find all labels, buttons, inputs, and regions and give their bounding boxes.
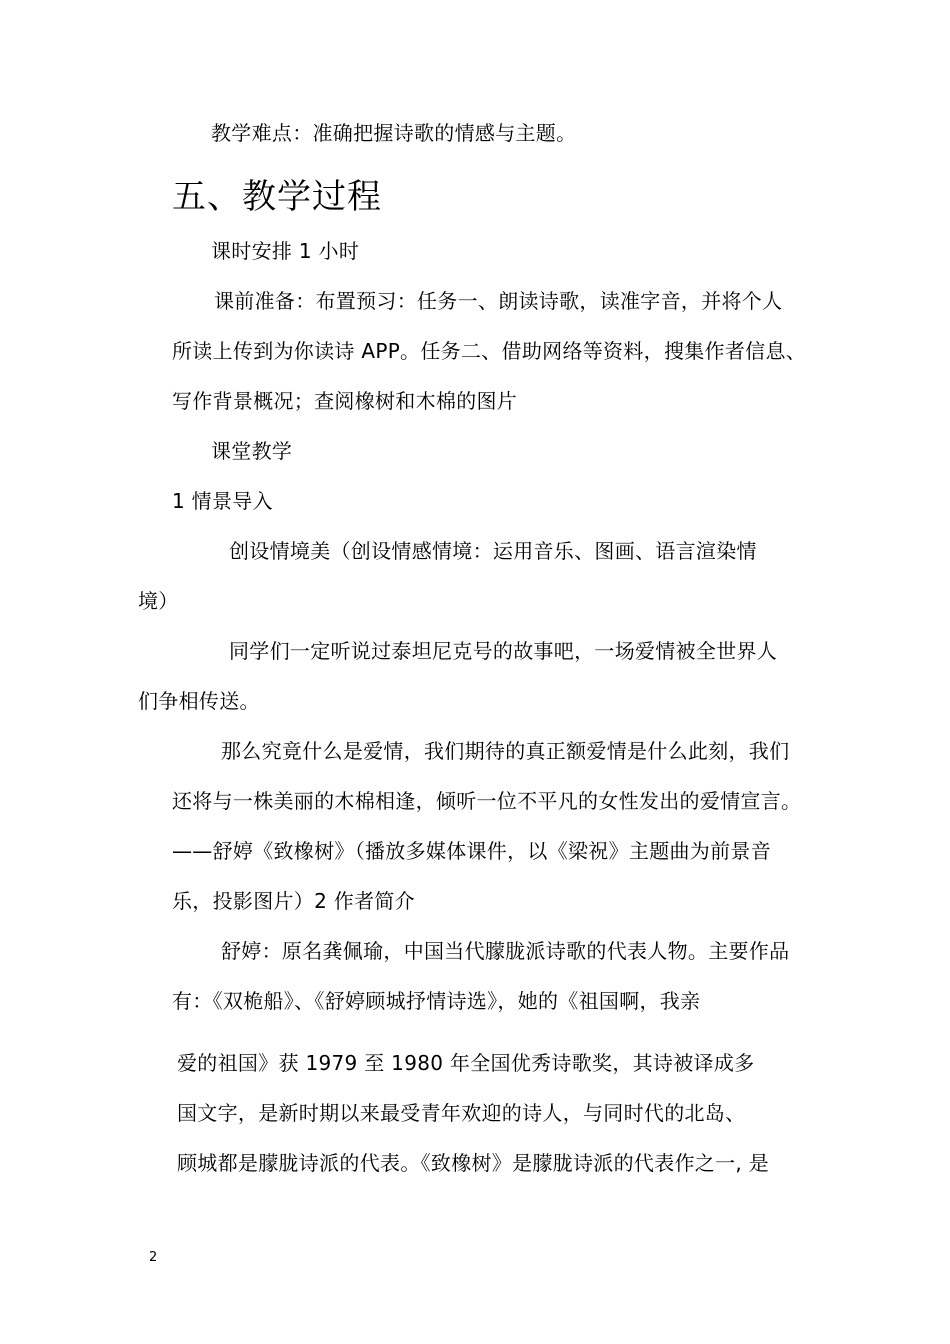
text-line-love-cont-2: ——舒婷《致橡树》（播放多媒体课件，以《梁祝》主题曲为前景音: [172, 839, 771, 863]
text-line-titanic: 同学们一定听说过泰坦尼克号的故事吧，一场爱情被全世界人: [229, 639, 778, 663]
text-line-preparation: 课前准备：布置预习：任务一、朗读诗歌，读准字音，并将个人: [214, 289, 783, 313]
text-line-love-cont-3: 乐，投影图片）2 作者简介: [172, 889, 415, 913]
text-line-difficulty: 教学难点：准确把握诗歌的情感与主题。: [211, 121, 577, 145]
page-number: 2: [149, 1250, 158, 1265]
text-line-author-cont-1: 有：《双桅船》、《舒婷顾城抒情诗选》，她的《祖国啊，我亲: [172, 989, 701, 1013]
text-line-author: 舒婷：原名龚佩瑜，中国当代朦胧派诗歌的代表人物。主要作品: [221, 939, 790, 963]
text-line-create-scene: 创设情境美（创设情感情境：运用音乐、图画、语言渲染情: [229, 539, 757, 563]
text-line-schedule: 课时安排 1 小时: [211, 239, 360, 263]
text-line-create-scene-cont: 境）: [138, 589, 179, 613]
text-line-author-cont-3: 国文字，是新时期以来最受青年欢迎的诗人，与同时代的北岛、: [177, 1101, 746, 1125]
text-line-love: 那么究竟什么是爱情，我们期待的真正额爱情是什么此刻，我们: [221, 739, 790, 763]
text-line-scene-intro: 1 情景导入: [172, 489, 273, 513]
text-line-preparation-cont-2: 写作背景概况；查阅橡树和木棉的图片: [172, 389, 518, 413]
section-heading-teaching-process: 五、教学过程: [172, 177, 382, 217]
text-line-author-cont-4: 顾城都是朦胧诗派的代表。《致橡树》是朦胧诗派的代表作之一, 是: [177, 1151, 770, 1175]
text-line-titanic-cont: 们争相传送。: [138, 689, 260, 713]
text-line-love-cont-1: 还将与一株美丽的木棉相逢，倾听一位不平凡的女性发出的爱情宣言。: [172, 789, 802, 813]
text-line-preparation-cont-1: 所读上传到为你读诗 APP。任务二、借助网络等资料，搜集作者信息、: [172, 339, 807, 363]
text-line-classroom: 课堂教学: [211, 439, 293, 463]
text-line-author-cont-2: 爱的祖国》获 1979 至 1980 年全国优秀诗歌奖，其诗被译成多: [177, 1051, 755, 1075]
